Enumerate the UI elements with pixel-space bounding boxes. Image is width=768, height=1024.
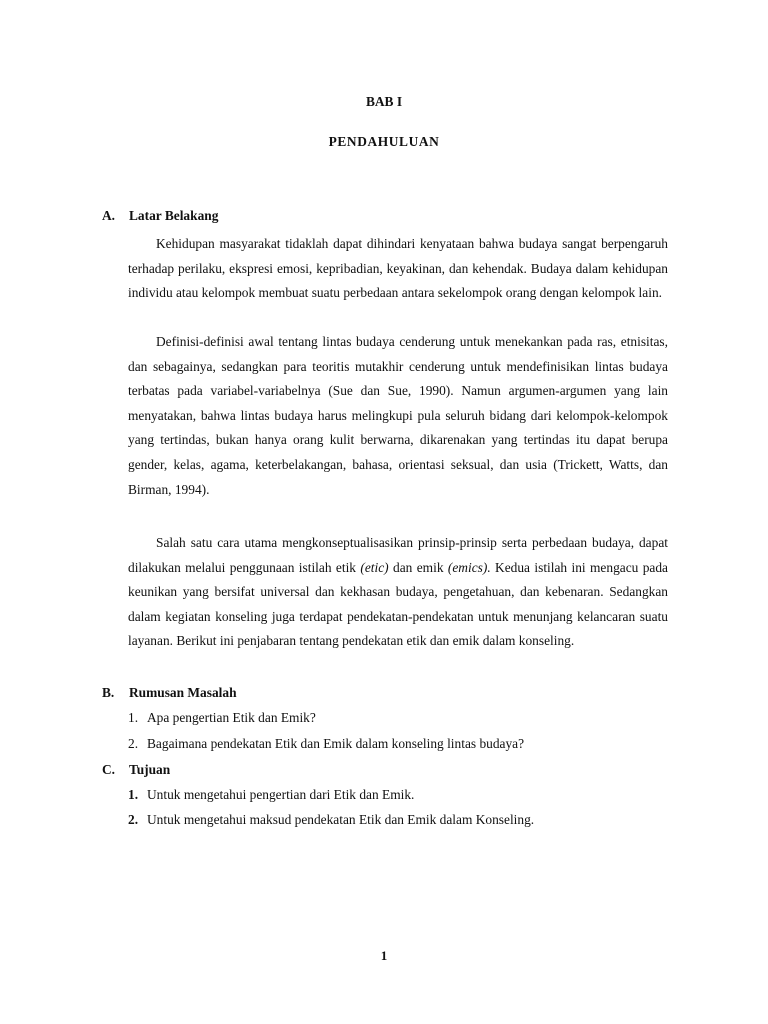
page-number: 1 [380, 948, 388, 963]
chapter-number: BAB I [365, 94, 403, 109]
paragraph-1 [128, 232, 668, 306]
list-item-number: 2. [128, 812, 139, 827]
section-a-title: Latar Belakang [129, 208, 219, 223]
list-item-text: Bagaimana pendekatan Etik dan Emik dalam konseling lintas budaya? [147, 736, 525, 751]
section-c-heading [102, 762, 170, 778]
section-b-letter: B. [102, 685, 115, 700]
paragraph-2 [128, 330, 668, 502]
list-item [128, 787, 668, 803]
paragraph-1-text: Kehidupan masyarakat tidaklah dapat dihindari kenyataan bahwa budaya sangat berpengaruh terhadap perilaku, ekspresi emosi, kepribadian, keyakinan, dan kehendak. Budaya dalam kehidupan individu atau kelompok membuat suatu perbedaan antara sekelompok orang dengan kelompok lain. [128, 236, 668, 301]
section-a-letter: A. [102, 208, 116, 223]
list-item-text: Apa pengertian Etik dan Emik? [147, 710, 316, 725]
term-etic: (etic) [360, 559, 389, 575]
list-item-number: 1. [128, 710, 139, 725]
list-item [128, 812, 668, 828]
term-emics: (emics). [447, 559, 491, 575]
paragraph-3-text-a: Salah satu cara utama mengkonseptualisasikan prinsip-prinsip serta perbedaan budaya, dapat dilakukan melalui penggunaan istilah etik [128, 535, 668, 575]
section-c-title: Tujuan [129, 762, 171, 777]
paragraph-3-text-c: Kedua istilah ini mengacu pada keunikan yang bersifat universal dan kekhasan budaya, pengetahuan, dan kebenaran. Sedangkan dalam kegiatan konseling juga terdapat pendekatan-pendekatan untuk menunjang kelancaran suatu layanan. Berikut ini penjabaran tentang pendekatan etik dan emik dalam konseling. [128, 559, 669, 649]
list-item [128, 710, 668, 726]
paragraph-3 [128, 531, 668, 654]
section-c-letter: C. [102, 762, 116, 777]
list-item [128, 736, 668, 752]
list-item-text: Untuk mengetahui pengertian dari Etik dan Emik. [147, 787, 415, 802]
section-b-title: Rumusan Masalah [129, 685, 237, 700]
list-item-number: 2. [128, 736, 139, 751]
section-a-heading [102, 208, 218, 224]
paragraph-3-text-b: dan emik [388, 559, 448, 575]
list-item-text: Untuk mengetahui maksud pendekatan Etik dan Emik dalam Konseling. [147, 812, 535, 827]
chapter-title: PENDAHULUAN [328, 134, 440, 149]
section-b-heading [102, 685, 237, 701]
list-item-number: 1. [128, 787, 139, 802]
paragraph-2-text: Definisi-definisi awal tentang lintas budaya cenderung untuk menekankan pada ras, etnisitas, dan sebagainya, sedangkan para teoritis mutakhir cenderung untuk mendefinisikan lintas budaya terbatas pada variabel-variabelnya (Sue dan Sue, 1990). Namun argumen-argumen yang lain menyatakan, bahwa lintas budaya harus melingkupi pula seluruh bidang dari kelompok-kelompok yang tertindas, bukan hanya orang kulit berwarna, dikarenakan yang tertindas itu dapat berupa gender, kelas, agama, keterbelakangan, bahasa, orientasi seksual, dan usia (Trickett, Watts, dan Birman, 1994). [128, 334, 668, 497]
